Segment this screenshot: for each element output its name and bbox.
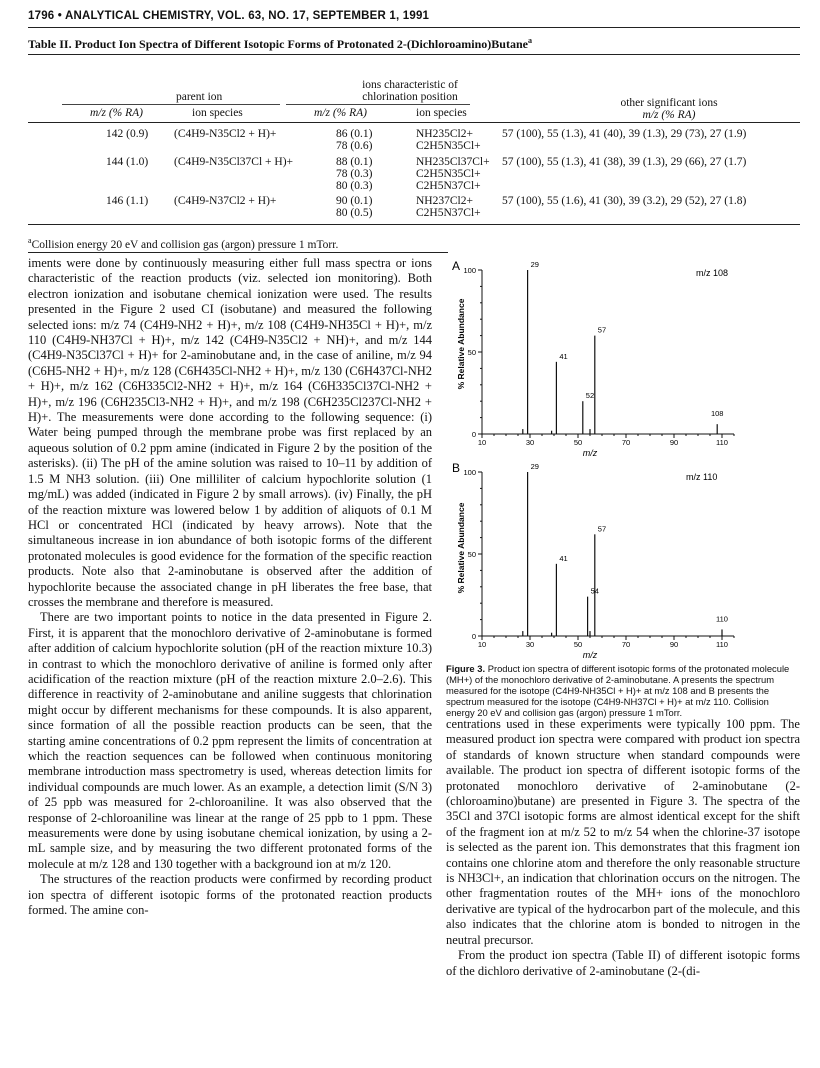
row-other-ions: 57 (100), 55 (1.3), 41 (40), 39 (1.3), 29 (73), 27 (1.9) [502,128,747,140]
x-tick-label: 10 [477,640,487,649]
row-char-mz: 86 (0.1) [336,128,373,140]
figure-3-spectra [446,258,800,658]
panel-b-label: B [452,461,461,475]
row-parent-mz: 146 (1.1) [106,195,149,207]
row-char-mz: 90 (0.1) [336,195,373,207]
right-column [446,717,800,979]
row-char-mz: 80 (0.5) [336,207,373,219]
peak-label: 57 [597,325,607,335]
subheader-ion-species: ion species [192,107,243,119]
peak-label: 41 [559,351,568,361]
x-axis-label-a: m/z [582,448,598,458]
row-parent-species: (C4H9-N35Cl2 + H)+ [174,128,277,140]
y-tick-label: 100 [463,266,476,275]
x-tick-label: 50 [573,438,583,447]
row-char-species: C2H5N37Cl+ [416,180,481,192]
x-tick-label: 110 [716,438,728,447]
subheader-mz: m/z (% RA) [90,107,144,119]
row-other-ions: 57 (100), 55 (1.3), 41 (38), 39 (1.3), 29 (66), 27 (1.7) [502,156,747,168]
left-column [28,256,432,918]
peak-label: 52 [585,391,595,401]
y-tick-label: 100 [463,468,476,477]
y-tick-label: 0 [471,430,476,439]
row-char-species: C2H5N35Cl+ [416,168,481,180]
panel-a-label: A [452,259,461,273]
x-tick-label: 10 [477,438,487,447]
row-char-mz: 78 (0.3) [336,168,373,180]
x-tick-label: 70 [621,640,631,649]
row-char-mz: 78 (0.6) [336,140,373,152]
paragraph: From the product ion spectra (Table II) of different isotopic forms of the dichloro derivative of 2-aminobutane (2-(di- [446,948,800,978]
subheader-char-species: ion species [416,107,467,119]
figure-caption: Figure 3. Product ion spectra of different isotopic forms of the protonated molecule (MH+) of the monochloro derivative of 2-aminobutane. A presents the spectrum measured for the isotope (C4H9-NH35Cl + H)+ at m/z 108 and B presents the spectrum measured for the isotope (C4H9-NH37Cl + H)+ at m/z 110. Collision energy 20 eV and collision gas (argon) pressure 1 mTorr. [446,663,790,718]
peak-label: 29 [530,260,539,269]
table-bottom-rule [28,224,800,225]
row-parent-mz: 142 (0.9) [106,128,149,140]
panel-a-plot [463,260,734,447]
running-header: 1796 • ANALYTICAL CHEMISTRY, VOL. 63, NO. 17, SEPTEMBER 1, 1991 [28,10,430,22]
x-tick-label: 110 [716,640,728,649]
paragraph: centrations used in these experiments were typically 100 ppm. The measured product ion spectra were compared with product ion spectra of standards of known structure when standard compounds were available. The product ion spectra of different isotopic forms of the protonated monochloro derivative of 2-aminobutane (2-(chloroamino)butane) are presented in Figure 3. The spectra of the 35Cl and 37Cl isotopic forms are almost identical except for the shift of the fragment ion at m/z 52 to m/z 54 when the chlorine-37 isotope is selected as the parent ion. This demonstrates that this fragment ion contains one chlorine atom and therefore the only reasonable structure is NH3Cl+, an indication that chlorination occurs on the nitrogen. The other fragmentation routes of the MH+ ions of the monochloro derivative are typical of the hydrocarbon part of the molecule, and this also indicates that the chlorine atom is bonded to nitrogen in the neutral precursor. [446,717,800,947]
row-char-species: C2H5N37Cl+ [416,207,481,219]
panel-b-title: m/z 110 [686,472,718,482]
x-tick-label: 50 [573,640,583,649]
peak-label: 54 [590,586,599,596]
row-char-species: NH235Cl2+ [416,128,473,140]
header-chlorination-position: chlorination position [362,91,458,103]
peak-label: 57 [597,524,607,534]
x-tick-label: 30 [525,438,535,447]
row-parent-mz: 144 (1.0) [106,156,149,168]
paragraph: The structures of the reaction products were confirmed by recording product ion spectra of different isotopic forms of the protonated reaction products formed. The amine con- [28,872,432,918]
x-tick-label: 90 [669,640,679,649]
y-tick-label: 50 [467,348,476,357]
x-axis-label-b: m/z [582,650,598,658]
row-other-ions: 57 (100), 55 (1.6), 41 (30), 39 (3.2), 29 (52), 27 (1.8) [502,195,747,207]
paragraph: There are two important points to notice in the data presented in Figure 2. First, it is apparent that the monochloro derivative of 2-aminobutane is formed after addition of calcium hypochlorite solution (pH of the reaction mixture 10.3) in contrast to which the monochloro derivative of aniline is formed only after acidification of the reaction mixture (pH of the reaction mixture 2.0–2.6). This difference in reactivity of 2-aminobutane and aniline suggests that chlorination might occur by different mechanisms for these compounds. It is also apparent, since formation of all the possible reaction products can be seen, that the starting amine concentrations of 0.2 ppm represent the limits of concentration at which the reaction sequences can be followed when continuous monitoring membrane introduction mass spectrometry is used, whereas detection limits for individual compounds are much lower. As an example, a detection limit (S/N 3) of 25 ppb was measured for 2-chloroaniline. It was also observed that the response of 2-chloroaniline was linear at the range of 25 ppb to 1 ppm. These measurements were done by using isobutane chemical ionization, by using a 2-mL sample size, and by measuring the two different protonated forms of the molecule at m/z 128 and 130 together with a background ion at m/z 120. [28,610,432,871]
row-parent-species: (C4H9-N35Cl37Cl + H)+ [174,156,294,168]
x-tick-label: 70 [621,438,631,447]
header-ions-characteristic: ions characteristic of [362,79,458,91]
y-tick-label: 50 [467,550,476,559]
footnote-rule [28,252,448,253]
row-char-mz: 80 (0.3) [336,180,373,192]
panel-b-plot [463,462,734,649]
header-other-ions-sub: m/z (% RA) [642,109,696,121]
header-other-ions: other significant ions [620,97,718,109]
row-char-species: C2H5N35Cl+ [416,140,481,152]
row-parent-species: (C4H9-N37Cl2 + H)+ [174,195,277,207]
panel-a-title: m/z 108 [696,268,729,278]
y-tick-label: 0 [471,632,476,641]
header-parent-ion: parent ion [176,91,223,103]
x-tick-label: 90 [669,438,679,447]
table-title: Table II. Product Ion Spectra of Different Isotopic Forms of Protonated 2-(Dichloroamino)Butane$^a$ [28,36,532,51]
peak-label: 29 [530,462,539,471]
table-footnote: $^a$Collision energy 20 eV and collision gas (argon) pressure 1 mTorr. [28,236,339,251]
peak-label: 108 [710,409,724,419]
row-char-species: NH235Cl37Cl+ [416,156,490,168]
peak-label: 110 [716,614,728,624]
table-body [28,0,800,260]
peak-label: 41 [559,553,568,563]
y-axis-label-a: % Relative Abundance [456,298,466,390]
subheader-char-mz: m/z (% RA) [314,107,368,119]
paragraph: iments were done by continuously measuring either full mass spectra or ions characteristic of the reaction products (viz. selected ion monitoring). Both electron ionization and isobutane chemical ionization were used. The results presented in the Figure 2 used CI (isobutane) and measured the following selected ions: m/z 74 (C4H9-NH2 + H)+, m/z 108 (C4H9-NH35Cl + H)+, m/z 110 (C4H9-NH37Cl + H)+, m/z 142 (C4H9-N35Cl2 + NH)+, and m/z 144 (C4H9-N35Cl37Cl + H)+ for 2-aminobutane and, in the case of aniline, m/z 94 (C6H5-NH2 + H)+, m/z 128 (C6H435Cl-NH2 + H)+, m/z 130 (C6H437Cl-NH2 + H)+, m/z 162 (C6H335Cl2-NH2 + H)+, m/z 164 (C6H335Cl37Cl-NH2 + H)+, m/z 196 (C6H235Cl3-NH2 + H)+, and m/z 198 (C6H235Cl237Cl-NH2 + H)+. The measurements were done according to the following sequence: (i) Water being pumped through the membrane probe was first replaced by an aqueous solution of 0.2 ppm amine (indicated in Figure 2 by the position of the asterisks). (ii) The pH of the amine solution was raised to 10–11 by addition of 1.5 M NH3 solution. (iii) One milliliter of calcium hypochlorite solution (1 mg/mL) was added (indicated in Figure 2 by small arrows). (iv) Finally, the pH of the reaction mixture was lowered below 1 by addition of aliquots of 0.1 M HCl or concentrated HCl (indicated by heavy arrows). Note that the simultaneous increase in ion abundance of both isotopic forms of the different protonated molecules is good evidence for the formation of the specific reaction products. Note also that 2-aminobutane is observed after the addition of hypochlorite because the associated change in pH liberates the free base, that crosses the membrane and therefore is measured. [28,256,432,609]
x-tick-label: 30 [525,640,535,649]
row-char-mz: 88 (0.1) [336,156,373,168]
row-char-species: NH237Cl2+ [416,195,473,207]
y-axis-label-b: % Relative Abundance [456,502,466,594]
